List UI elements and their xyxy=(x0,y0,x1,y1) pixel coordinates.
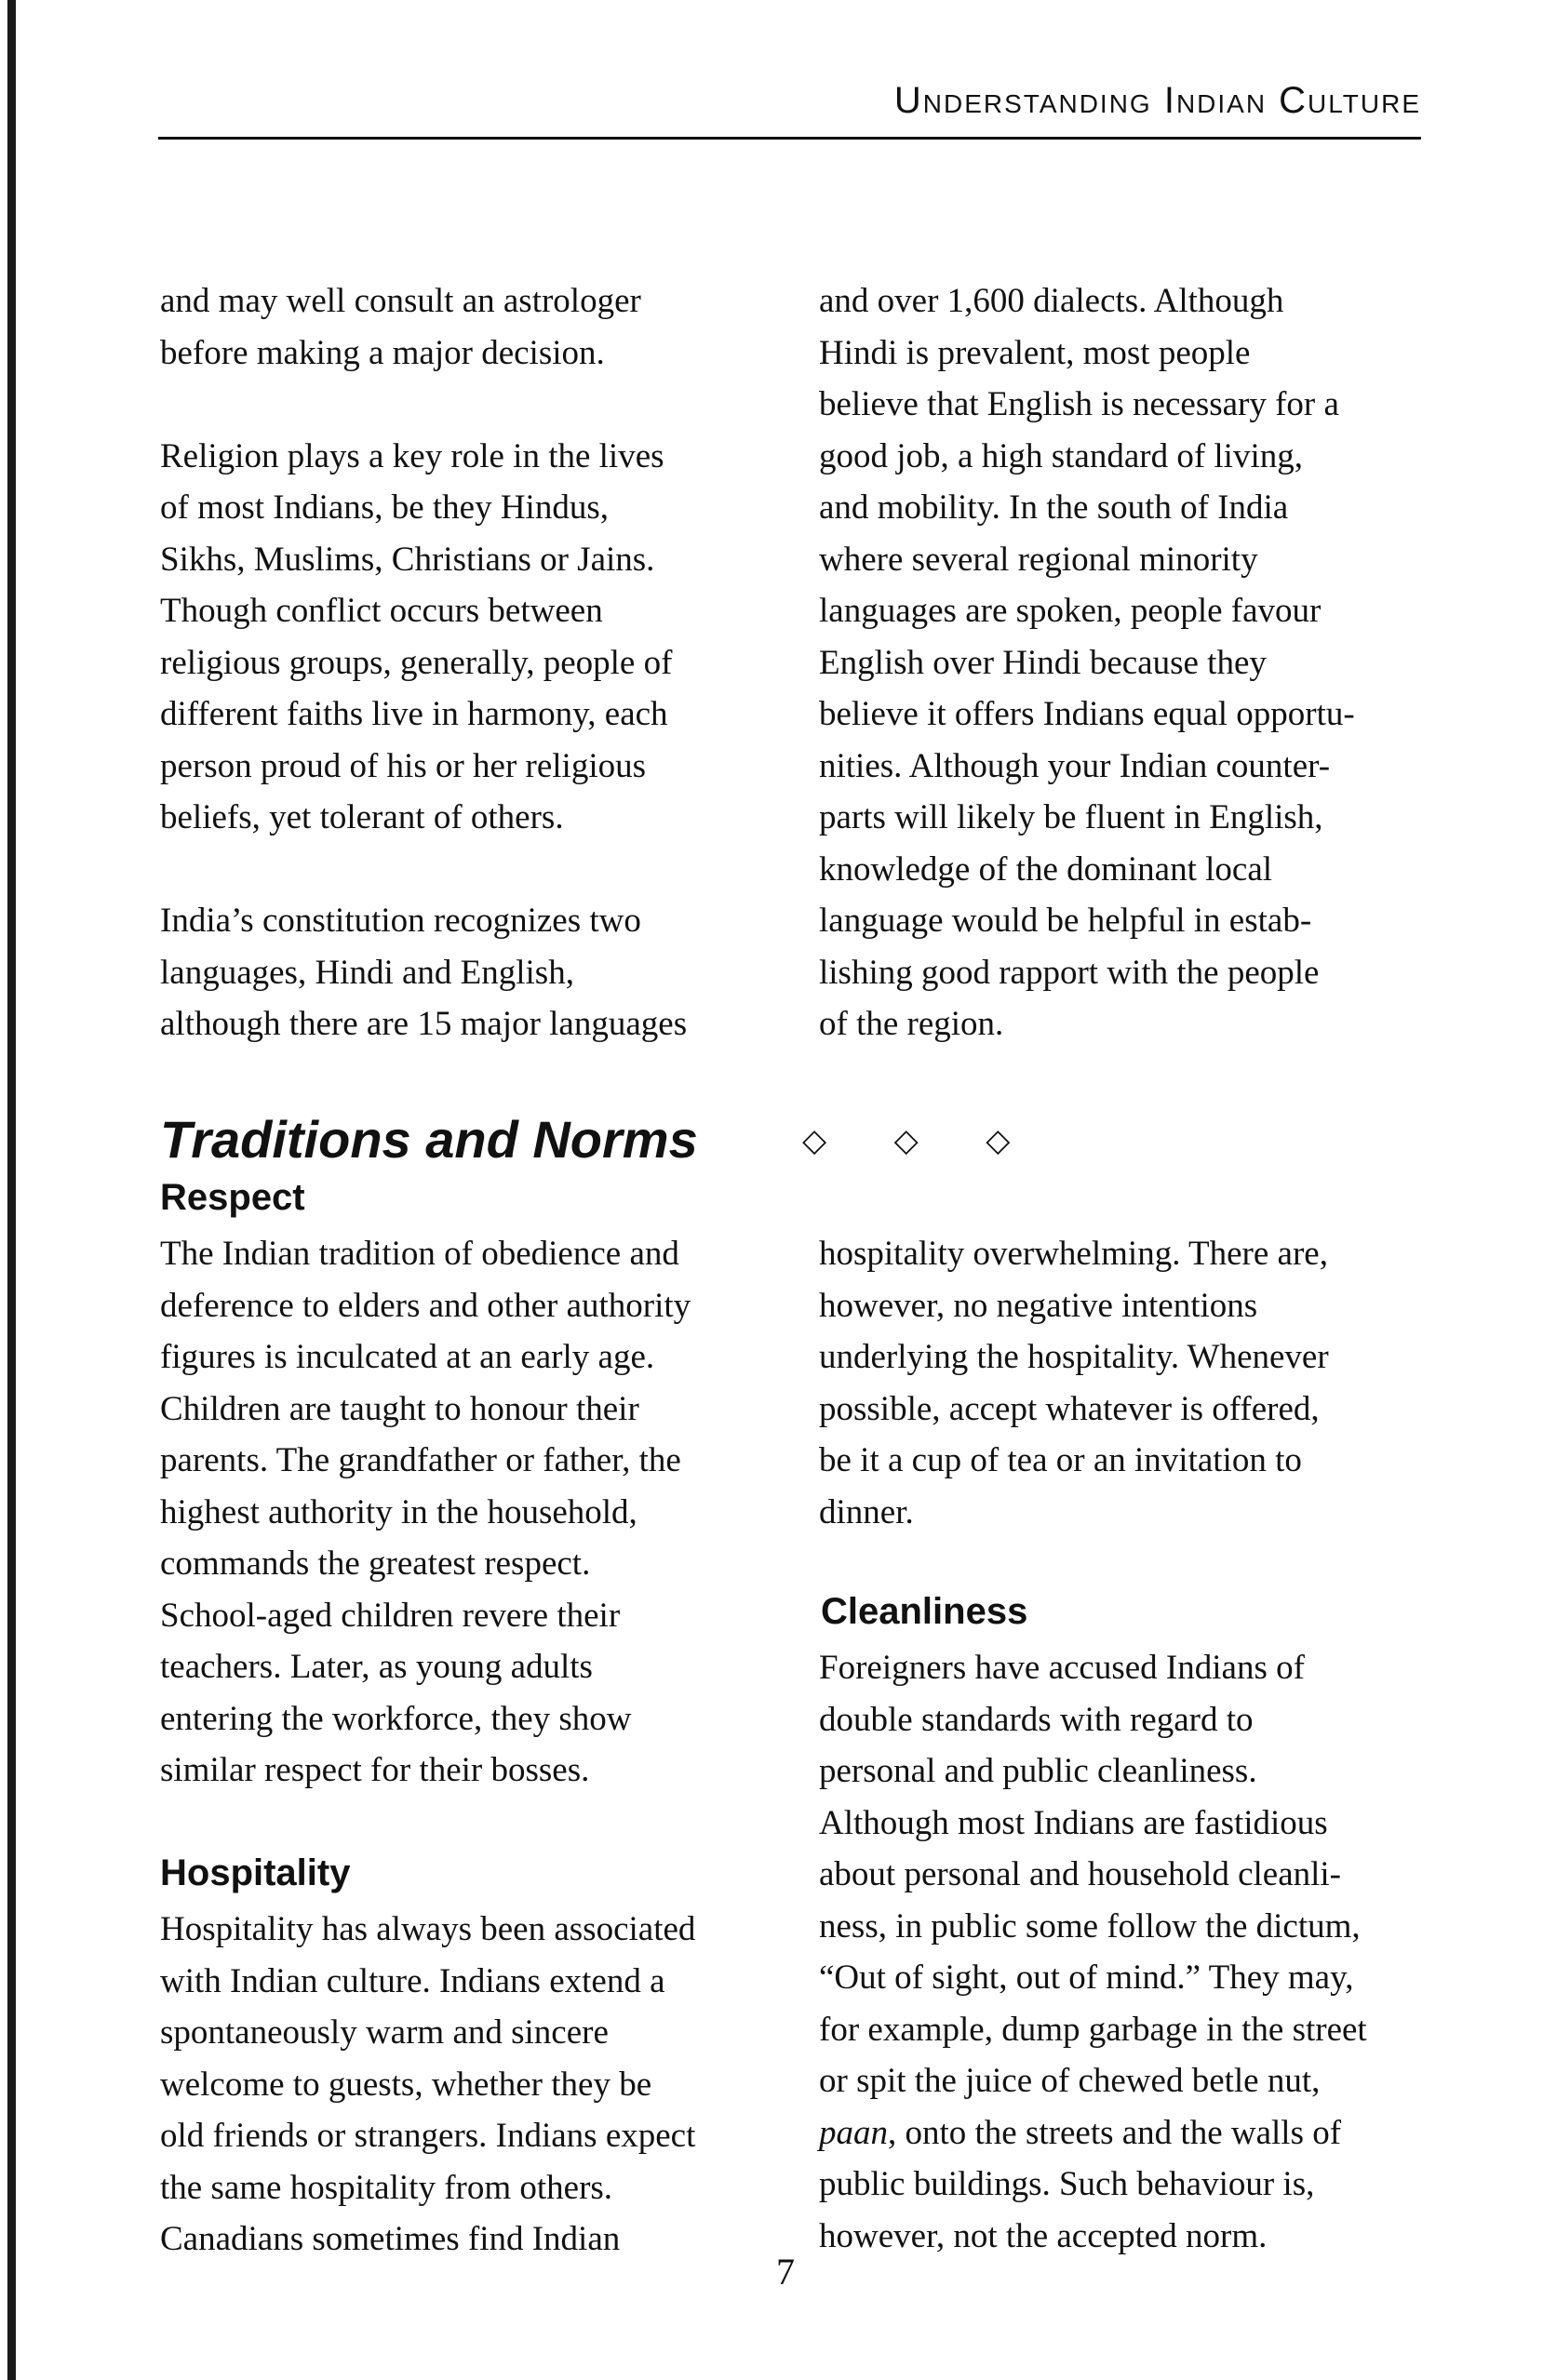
page-spine xyxy=(7,0,16,2380)
text-line: or spit the juice of chewed betle nut, xyxy=(819,2062,1321,2100)
subhead-cleanliness: Cleanliness xyxy=(821,1591,1028,1632)
text-line: religious groups, generally, people of xyxy=(160,643,673,682)
text-line: highest authority in the household, xyxy=(160,1492,637,1531)
text-line: Foreigners have accused Indians of xyxy=(819,1649,1305,1687)
text-line: nities. Although your Indian counter- xyxy=(819,746,1331,785)
subhead-respect: Respect xyxy=(160,1177,305,1218)
text-line: person proud of his or her religious xyxy=(160,746,647,785)
text-line: welcome to guests, whether they be xyxy=(160,2065,652,2104)
text-line: Hospitality has always been associated xyxy=(160,1910,696,1948)
text-line: different faiths live in harmony, each xyxy=(160,695,668,733)
text-line: figures is inculcated at an early age. xyxy=(160,1338,655,1376)
text-line: and mobility. In the south of India xyxy=(819,488,1289,527)
text-line: and may well consult an astrologer xyxy=(160,282,641,320)
text-line: although there are 15 major languages xyxy=(160,1005,688,1043)
text-line: public buildings. Such behaviour is, xyxy=(819,2165,1315,2203)
text-line: languages are spoken, people favour xyxy=(819,592,1322,630)
text-line: similar respect for their bosses. xyxy=(160,1751,590,1789)
text-line: Although most Indians are fastidious xyxy=(819,1803,1328,1842)
text-line: English over Hindi because they xyxy=(819,643,1267,682)
header-rule xyxy=(158,137,1421,140)
text-line: before making a major decision. xyxy=(160,333,605,372)
top-left-column xyxy=(160,275,687,1050)
text-line: believe that English is necessary for a xyxy=(819,385,1339,423)
hospitality-continued-text xyxy=(819,1228,1329,1538)
text-line: Religion plays a key role in the lives xyxy=(160,436,664,475)
text-line: hospitality overwhelming. There are, xyxy=(819,1235,1328,1273)
cleanliness-text xyxy=(819,1642,1367,2262)
subhead-hospitality: Hospitality xyxy=(160,1852,351,1893)
text-line: language would be helpful in estab- xyxy=(819,902,1312,940)
hospitality-text xyxy=(160,1904,695,2266)
text-line: old friends or strangers. Indians expect xyxy=(160,2117,696,2155)
text-line: about personal and household cleanli- xyxy=(819,1855,1341,1893)
text-line: Though conflict occurs between xyxy=(160,592,603,630)
text-line: lishing good rapport with the people xyxy=(819,953,1320,992)
text-line: possible, accept whatever is offered, xyxy=(819,1389,1320,1428)
text-line: and over 1,600 dialects. Although xyxy=(819,282,1284,320)
text-line: however, no negative intentions xyxy=(819,1286,1258,1325)
text-line: “Out of sight, out of mind.” They may, xyxy=(819,1959,1354,1997)
text-line: knowledge of the dominant local xyxy=(819,849,1273,889)
text-line: entering the workforce, they show xyxy=(160,1699,632,1738)
text-line: languages, Hindi and English, xyxy=(160,953,574,992)
text-line: Hindi is prevalent, most people xyxy=(819,333,1251,372)
text-line: believe it offers Indians equal opportu- xyxy=(819,695,1355,733)
text-line xyxy=(819,2107,1367,2159)
top-right-column xyxy=(819,275,1355,1050)
text-line: for example, dump garbage in the street xyxy=(819,2010,1367,2049)
text-line: where several regional minority xyxy=(819,540,1258,579)
text-line: Sikhs, Muslims, Christians or Jains. xyxy=(160,540,655,579)
text-line: The Indian tradition of obedience and xyxy=(160,1235,679,1273)
text-line: the same hospitality from others. xyxy=(160,2168,613,2207)
text-line: personal and public cleanliness. xyxy=(819,1752,1257,1790)
text-line: double standards with regard to xyxy=(819,1700,1254,1739)
text-line: Children are taught to honour their xyxy=(160,1389,639,1428)
running-head: Understanding Indian Culture xyxy=(893,80,1421,121)
text-line: ness, in public some follow the dictum, xyxy=(819,1906,1361,1945)
text-line: dinner. xyxy=(819,1492,914,1531)
text-line: deference to elders and other authority xyxy=(160,1286,691,1325)
text-line: spontaneously warm and sincere xyxy=(160,2013,609,2052)
page-number: 7 xyxy=(776,2251,795,2293)
text-line: of most Indians, be they Hindus, xyxy=(160,488,609,527)
text-line: parents. The grandfather or father, the xyxy=(160,1441,681,1479)
text-line: of the region. xyxy=(819,1005,1004,1043)
text-line: teachers. Later, as young adults xyxy=(160,1648,593,1686)
diamond-ornament-icon: ◇ ◇ ◇ xyxy=(802,1124,1040,1158)
italic-term: paan xyxy=(819,2113,888,2152)
text-line: with Indian culture. Indians extend a xyxy=(160,1961,665,2000)
text-fragment: , onto the streets and the walls of xyxy=(888,2113,1342,2152)
text-line: parts will likely be fluent in English, xyxy=(819,798,1323,836)
text-line: be it a cup of tea or an invitation to xyxy=(819,1441,1302,1479)
text-line: Canadians sometimes find Indian xyxy=(160,2220,621,2258)
text-line: underlying the hospitality. Whenever xyxy=(819,1338,1329,1376)
text-line: India’s constitution recognizes two xyxy=(160,902,641,940)
text-line: School-aged children revere their xyxy=(160,1596,621,1635)
text-line: however, not the accepted norm. xyxy=(819,2216,1268,2255)
text-line: good job, a high standard of living, xyxy=(819,436,1303,475)
text-line: beliefs, yet tolerant of others. xyxy=(160,798,564,836)
section-title: Traditions and Norms xyxy=(160,1110,698,1169)
text-line: commands the greatest respect. xyxy=(160,1544,591,1583)
respect-text xyxy=(160,1228,691,1797)
